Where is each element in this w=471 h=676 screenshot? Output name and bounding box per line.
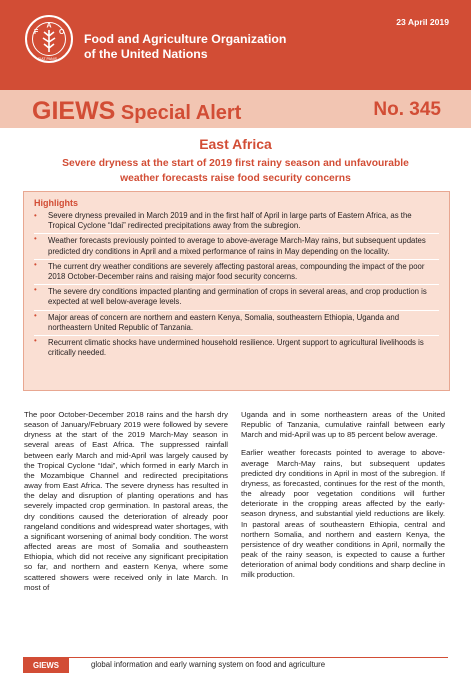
- body-column-right: [241, 410, 445, 589]
- publication-date: 23 April 2019: [396, 17, 449, 27]
- report-title: [32, 97, 241, 126]
- svg-text:A: A: [46, 22, 52, 30]
- org-line-2: of the United Nations: [84, 47, 208, 61]
- footer-giews-tag: GIEWS: [23, 658, 69, 673]
- highlight-item: [34, 259, 439, 282]
- highlights-list: [34, 211, 439, 358]
- highlight-text: The severe dry conditions impacted planting and germination of crops in several areas, and crop production is expected at well below-average levels.: [48, 287, 427, 307]
- highlight-text: The current dry weather conditions are severely affecting pastoral areas, compounding the impact of the poor 2018 October-December rains and raising major food security concerns.: [48, 261, 425, 282]
- highlight-item: [34, 284, 439, 307]
- bullet-icon: •: [34, 211, 37, 220]
- highlight-text: Major areas of concern are northern and eastern Kenya, Somalia, southeastern Ethiopia, Uganda and northeastern United Republic of Tanzania.: [48, 312, 400, 332]
- highlight-text: Severe dryness prevailed in March 2019 and in the first half of April in large parts of Eastern Africa, as the Tropical Cyclone “Idai” redirected precipitations away from the subregion.: [48, 211, 412, 231]
- report-title-rest: Special Alert: [115, 102, 242, 124]
- bullet-icon: •: [34, 310, 37, 320]
- highlight-item: [34, 233, 439, 256]
- bullet-icon: •: [34, 285, 37, 295]
- region-heading: East Africa: [199, 136, 272, 152]
- highlight-item: [34, 211, 439, 231]
- highlights-heading: Highlights: [34, 198, 78, 208]
- alert-subtitle: [40, 157, 431, 186]
- highlights-box: [23, 191, 450, 391]
- subtitle-line-1: Severe dryness at the start of 2019 first rainy season and unfavourable: [62, 158, 409, 169]
- footer-divider: [23, 657, 448, 658]
- svg-text:FIAT PANIS: FIAT PANIS: [38, 57, 57, 61]
- footer-tagline: global information and early warning system on food and agriculture: [91, 660, 326, 669]
- organization-name: [84, 32, 286, 62]
- fao-logo-icon: [24, 14, 74, 64]
- body-paragraph: The poor October-December 2018 rains and the harsh dry season of January/February 2019 were followed by severe dryness at the start of the 2019 March-May season in several areas of East Africa. The suppressed rainfall between early March and mid-April was largely caused by the Tropical Cyclone “Idai”, which formed in early March in the Mozambique Channel and redirected precipitations away from East Africa. The severe dryness has resulted in the delay and disruption of planting operations and has severely impacted crop germination. In pastoral areas, the dry conditions caused the deterioration of already poor rangeland conditions and widespread water shortages, with a significant worsening of animal body condition. The worst affected areas are most of Somalia and southeastern Ethiopia, which did not receive any significant precipitation so far, and northern and eastern Kenya, where some scattered showers were received only in late March. In most of: [24, 410, 228, 592]
- report-title-initial: GIEWS: [32, 97, 116, 125]
- body-paragraph: Uganda and in some northeastern areas of the United Republic of Tanzania, cumulative rainfall between early March and mid-April was up to 85 percent below average.: [241, 410, 445, 440]
- body-column-left: [24, 410, 228, 601]
- header-bar: [0, 0, 471, 90]
- bullet-icon: •: [34, 336, 37, 346]
- org-line-1: Food and Agriculture Organization: [84, 32, 287, 46]
- bullet-icon: •: [34, 259, 37, 269]
- highlight-item: [34, 310, 439, 333]
- body-paragraph: Earlier weather forecasts pointed to average to above-average March-May rains, but subsequent updates predicted dry conditions in April in most of the subregion. If dryness, as forecasted, continues for the rest of the month, the already poor vegetation conditions will further deteriorate in the cropping areas affected by the early-season dryness, and substantial yield reductions are likely. In pastoral areas of southeastern Ethiopia, central and northern Somalia, and northern and eastern Kenya, the persistence of dry weather conditions in April, normally the peak of the rainy season, is expected to cause a further deterioration of animal body conditions and sharp decline in milk production.: [241, 448, 445, 580]
- highlight-text: Weather forecasts previously pointed to average to above-average March-May rains, but subsequent updates predicted dry conditions in April and a mixed performance of rains in May depending on the locality.: [48, 236, 426, 256]
- bullet-icon: •: [34, 234, 37, 244]
- highlight-item: [34, 335, 439, 358]
- svg-text:O: O: [59, 29, 65, 36]
- highlight-text: Recurrent climatic shocks have undermined household resilience. Urgent support to agricultural livelihoods is critically needed.: [48, 338, 424, 358]
- alert-number: No. 345: [373, 99, 441, 120]
- svg-text:F: F: [34, 29, 39, 36]
- subtitle-line-2: weather forecasts raise food security concerns: [120, 172, 351, 184]
